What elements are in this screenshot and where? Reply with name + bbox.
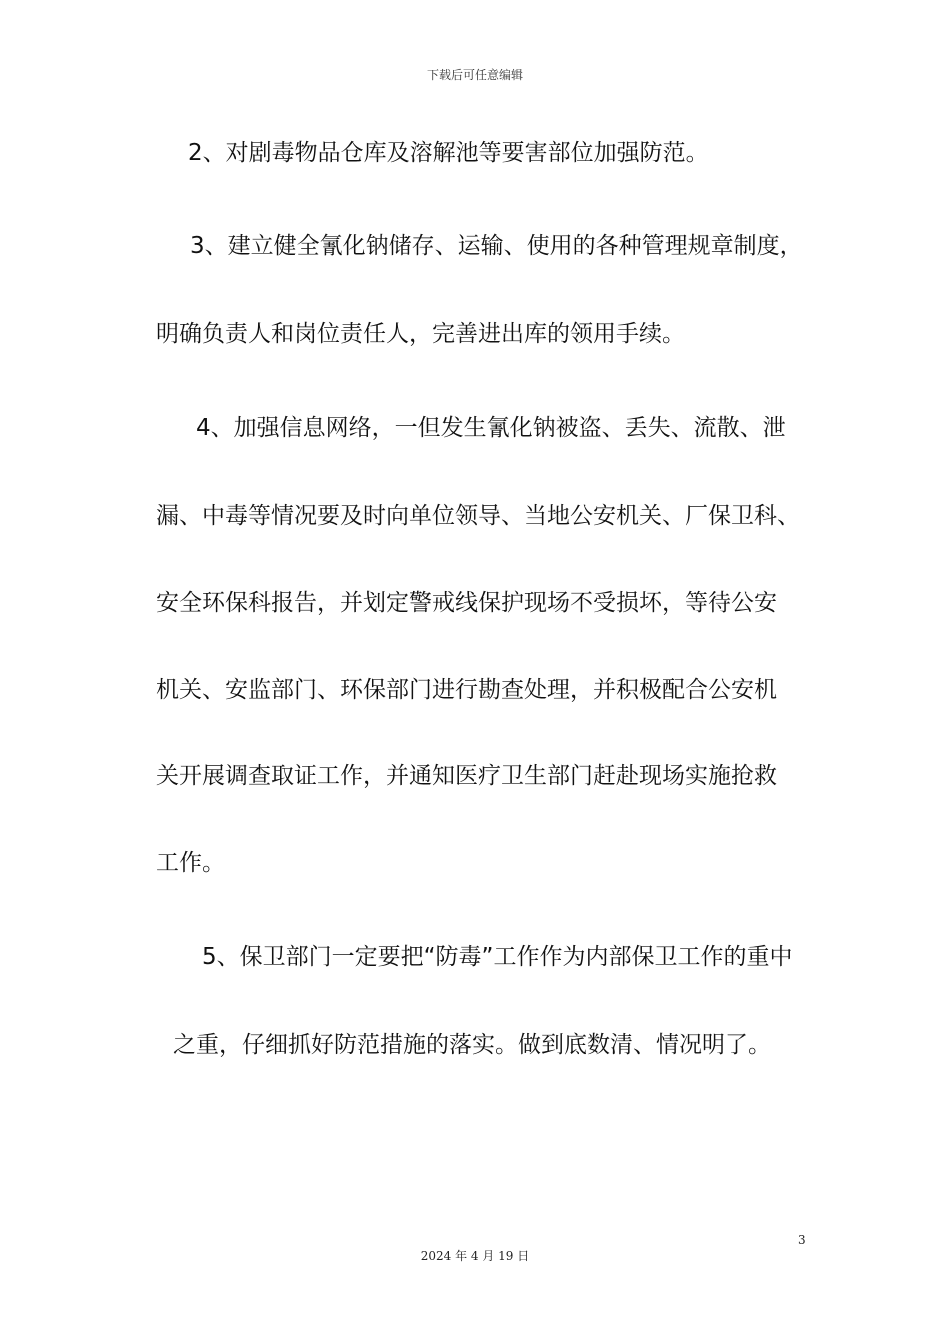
- footer-date: 2024 年 4 月 19 日: [420, 1249, 530, 1263]
- paragraph-line: 漏、中毒等情况要及时向单位领导、当地公安机关、厂保卫科、: [156, 503, 800, 529]
- paragraph-line: 5、保卫部门一定要把“防毒”工作作为内部保卫工作的重中: [202, 944, 793, 970]
- paragraph-line: 之重，仔细抓好防范措施的落实。做到底数清、情况明了。: [173, 1032, 771, 1058]
- paragraph-line: 4、加强信息网络，一但发生氰化钠被盗、丢失、流散、泄: [196, 415, 786, 441]
- paragraph-line: 明确负责人和岗位责任人，完善进出库的领用手续。: [156, 321, 685, 347]
- paragraph-line: 2、对剧毒物品仓库及溶解池等要害部位加强防范。: [188, 140, 709, 166]
- paragraph-line: 工作。: [156, 850, 225, 876]
- paragraph-line: 安全环保科报告，并划定警戒线保护现场不受损坏，等待公安: [156, 590, 777, 616]
- header-note: 下载后可任意编辑: [426, 68, 523, 82]
- paragraph-line: 机关、安监部门、环保部门进行勘查处理，并积极配合公安机: [156, 677, 777, 703]
- page-number: 3: [798, 1233, 806, 1247]
- paragraph-line: 3、建立健全氰化钠储存、运输、使用的各种管理规章制度，: [190, 233, 803, 259]
- paragraph-line: 关开展调查取证工作，并通知医疗卫生部门赶赴现场实施抢救: [156, 763, 777, 789]
